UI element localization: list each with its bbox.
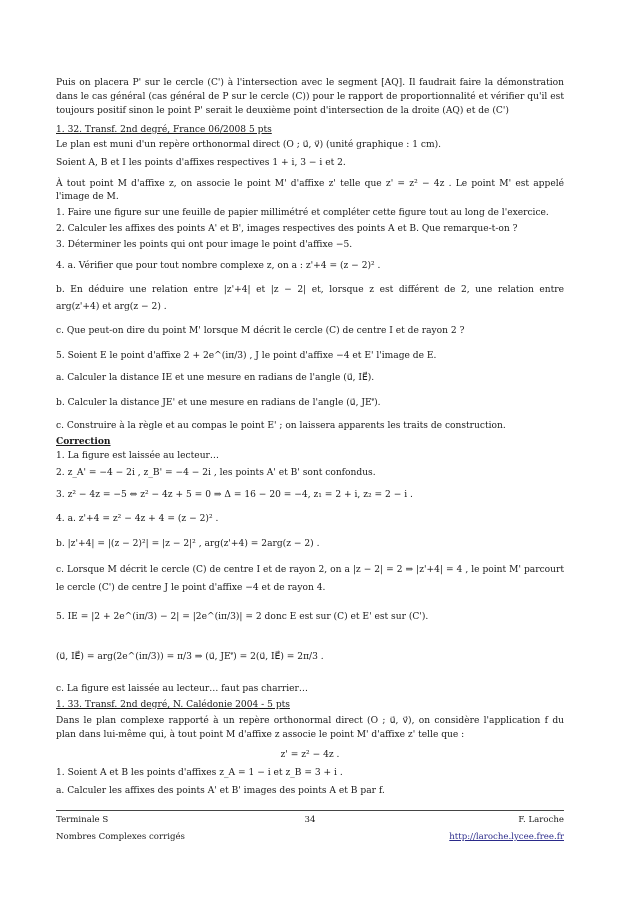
text-line: 1. Faire une figure sur une feuille de papier millimétré et compléter cette figure tout au long de l'exercice. [56, 208, 549, 218]
text-line: plan dans lui-même qui, à tout point M d'affixe z associe le point M' d'affixe z' telle que : [56, 730, 465, 740]
text-line: 1. 32. Transf. 2nd degré, France 06/2008 5 pts [56, 125, 272, 135]
text-line: le cercle (C') de centre J le point d'affixe −4 et de rayon 4. [56, 583, 326, 593]
text-line: a. Calculer la distance IE et une mesure en radians de l'angle (u⃗, IE⃗). [56, 373, 375, 383]
text-line: 1. Soient A et B les points d'affixes z_A = 1 − i et z_B = 3 + i . [56, 768, 343, 778]
text-line: b. En déduire une relation entre |z'+4| et |z − 2| et, lorsque z est différent de 2, une relation entre [56, 285, 564, 295]
text-line: arg(z'+4) et arg(z − 2) . [56, 302, 167, 312]
text-line: 3. z² − 4z = −5 ⇔ z² − 4z + 5 = 0 ⇒ Δ = 16 − 20 = −4, z₁ = 2 + i, z₂ = 2 − i . [56, 490, 413, 500]
text-line: c. Lorsque M décrit le cercle (C) de centre I et de rayon 2, on a |z − 2| = 2 ⇒ |z'+4| = 4 , le point M' parcourt [56, 565, 564, 575]
text-line: b. |z'+4| = |(z − 2)²| = |z − 2|² , arg(z'+4) = 2arg(z − 2) . [56, 539, 320, 549]
text-line: 1. 33. Transf. 2nd degré, N. Calédonie 2004 - 5 pts [56, 700, 290, 710]
text-line: 4. a. Vérifier que pour tout nombre complexe z, on a : z'+4 = (z − 2)² . [56, 261, 381, 271]
text-line: c. Que peut-on dire du point M' lorsque M décrit le cercle (C) de centre I et de rayon 2 ? [56, 326, 465, 336]
footer-page-number: 34 [304, 815, 316, 825]
text-line: 1. La figure est laissée au lecteur… [56, 451, 219, 461]
footer-course-title: Nombres Complexes corrigés [56, 832, 185, 842]
text-line: 5. IE = |2 + 2e^(iπ/3) − 2| = |2e^(iπ/3)| = 2 donc E est sur (C) et E' est sur (C'). [56, 612, 429, 622]
footer-website-link[interactable]: http://laroche.lycee.free.fr [449, 832, 564, 842]
text-line: Dans le plan complexe rapporté à un repère orthonormal direct (O ; u⃗, v⃗), on considère l'application f du [56, 716, 564, 726]
text-line: Le plan est muni d'un repère orthonormal direct (O ; u⃗, v⃗) (unité graphique : 1 cm). [56, 140, 442, 150]
text-line: c. La figure est laissée au lecteur… faut pas charrier… [56, 684, 308, 694]
text-line: c. Construire à la règle et au compas le point E' ; on laissera apparents les traits de construction. [56, 421, 506, 431]
text-line: 2. Calculer les affixes des points A' et B', images respectives des points A et B. Que remarque-t-on ? [56, 224, 518, 234]
text-line: À tout point M d'affixe z, on associe le point M' d'affixe z' telle que z' = z² − 4z . Le point M' est appelé [56, 179, 564, 189]
text-line: (u⃗, IE⃗) = arg(2e^(iπ/3)) = π/3 ⇒ (u⃗, JE'⃗) = 2(u⃗, IE⃗) = 2π/3 . [56, 652, 324, 662]
text-line: z' = z² − 4z . [280, 750, 340, 760]
footer-rule [56, 810, 564, 811]
text-line: 5. Soient E le point d'affixe 2 + 2e^(iπ/3) , J le point d'affixe −4 et E' l'image de E. [56, 351, 437, 361]
footer-author: F. Laroche [518, 815, 564, 825]
text-line: a. Calculer les affixes des points A' et B' images des points A et B par f. [56, 786, 385, 796]
text-line: 2. z_A' = −4 − 2i , z_B' = −4 − 2i , les points A' et B' sont confondus. [56, 468, 376, 478]
text-line: Puis on placera P' sur le cercle (C') à l'intersection avec le segment [AQ]. Il faudrait faire la démonstration [56, 78, 564, 88]
text-line: 4. a. z'+4 = z² − 4z + 4 = (z − 2)² . [56, 514, 219, 524]
footer-class: Terminale S [56, 815, 109, 825]
text-line: dans le cas général (cas général de P sur le cercle (C)) pour le rapport de proportionnalité et vérifier qu'il est [56, 92, 564, 102]
text-line: b. Calculer la distance JE' et une mesure en radians de l'angle (u⃗, JE'⃗). [56, 398, 381, 408]
text-line: toujours positif sinon le point P' serait le deuxième point d'intersection de la droite (AQ) et de (C') [56, 106, 509, 116]
text-line: l'image de M. [56, 192, 119, 202]
text-line: Soient A, B et I les points d'affixes respectives 1 + i, 3 − i et 2. [56, 158, 346, 168]
text-line: 3. Déterminer les points qui ont pour image le point d'affixe −5. [56, 240, 353, 250]
text-line: Correction [56, 436, 111, 447]
